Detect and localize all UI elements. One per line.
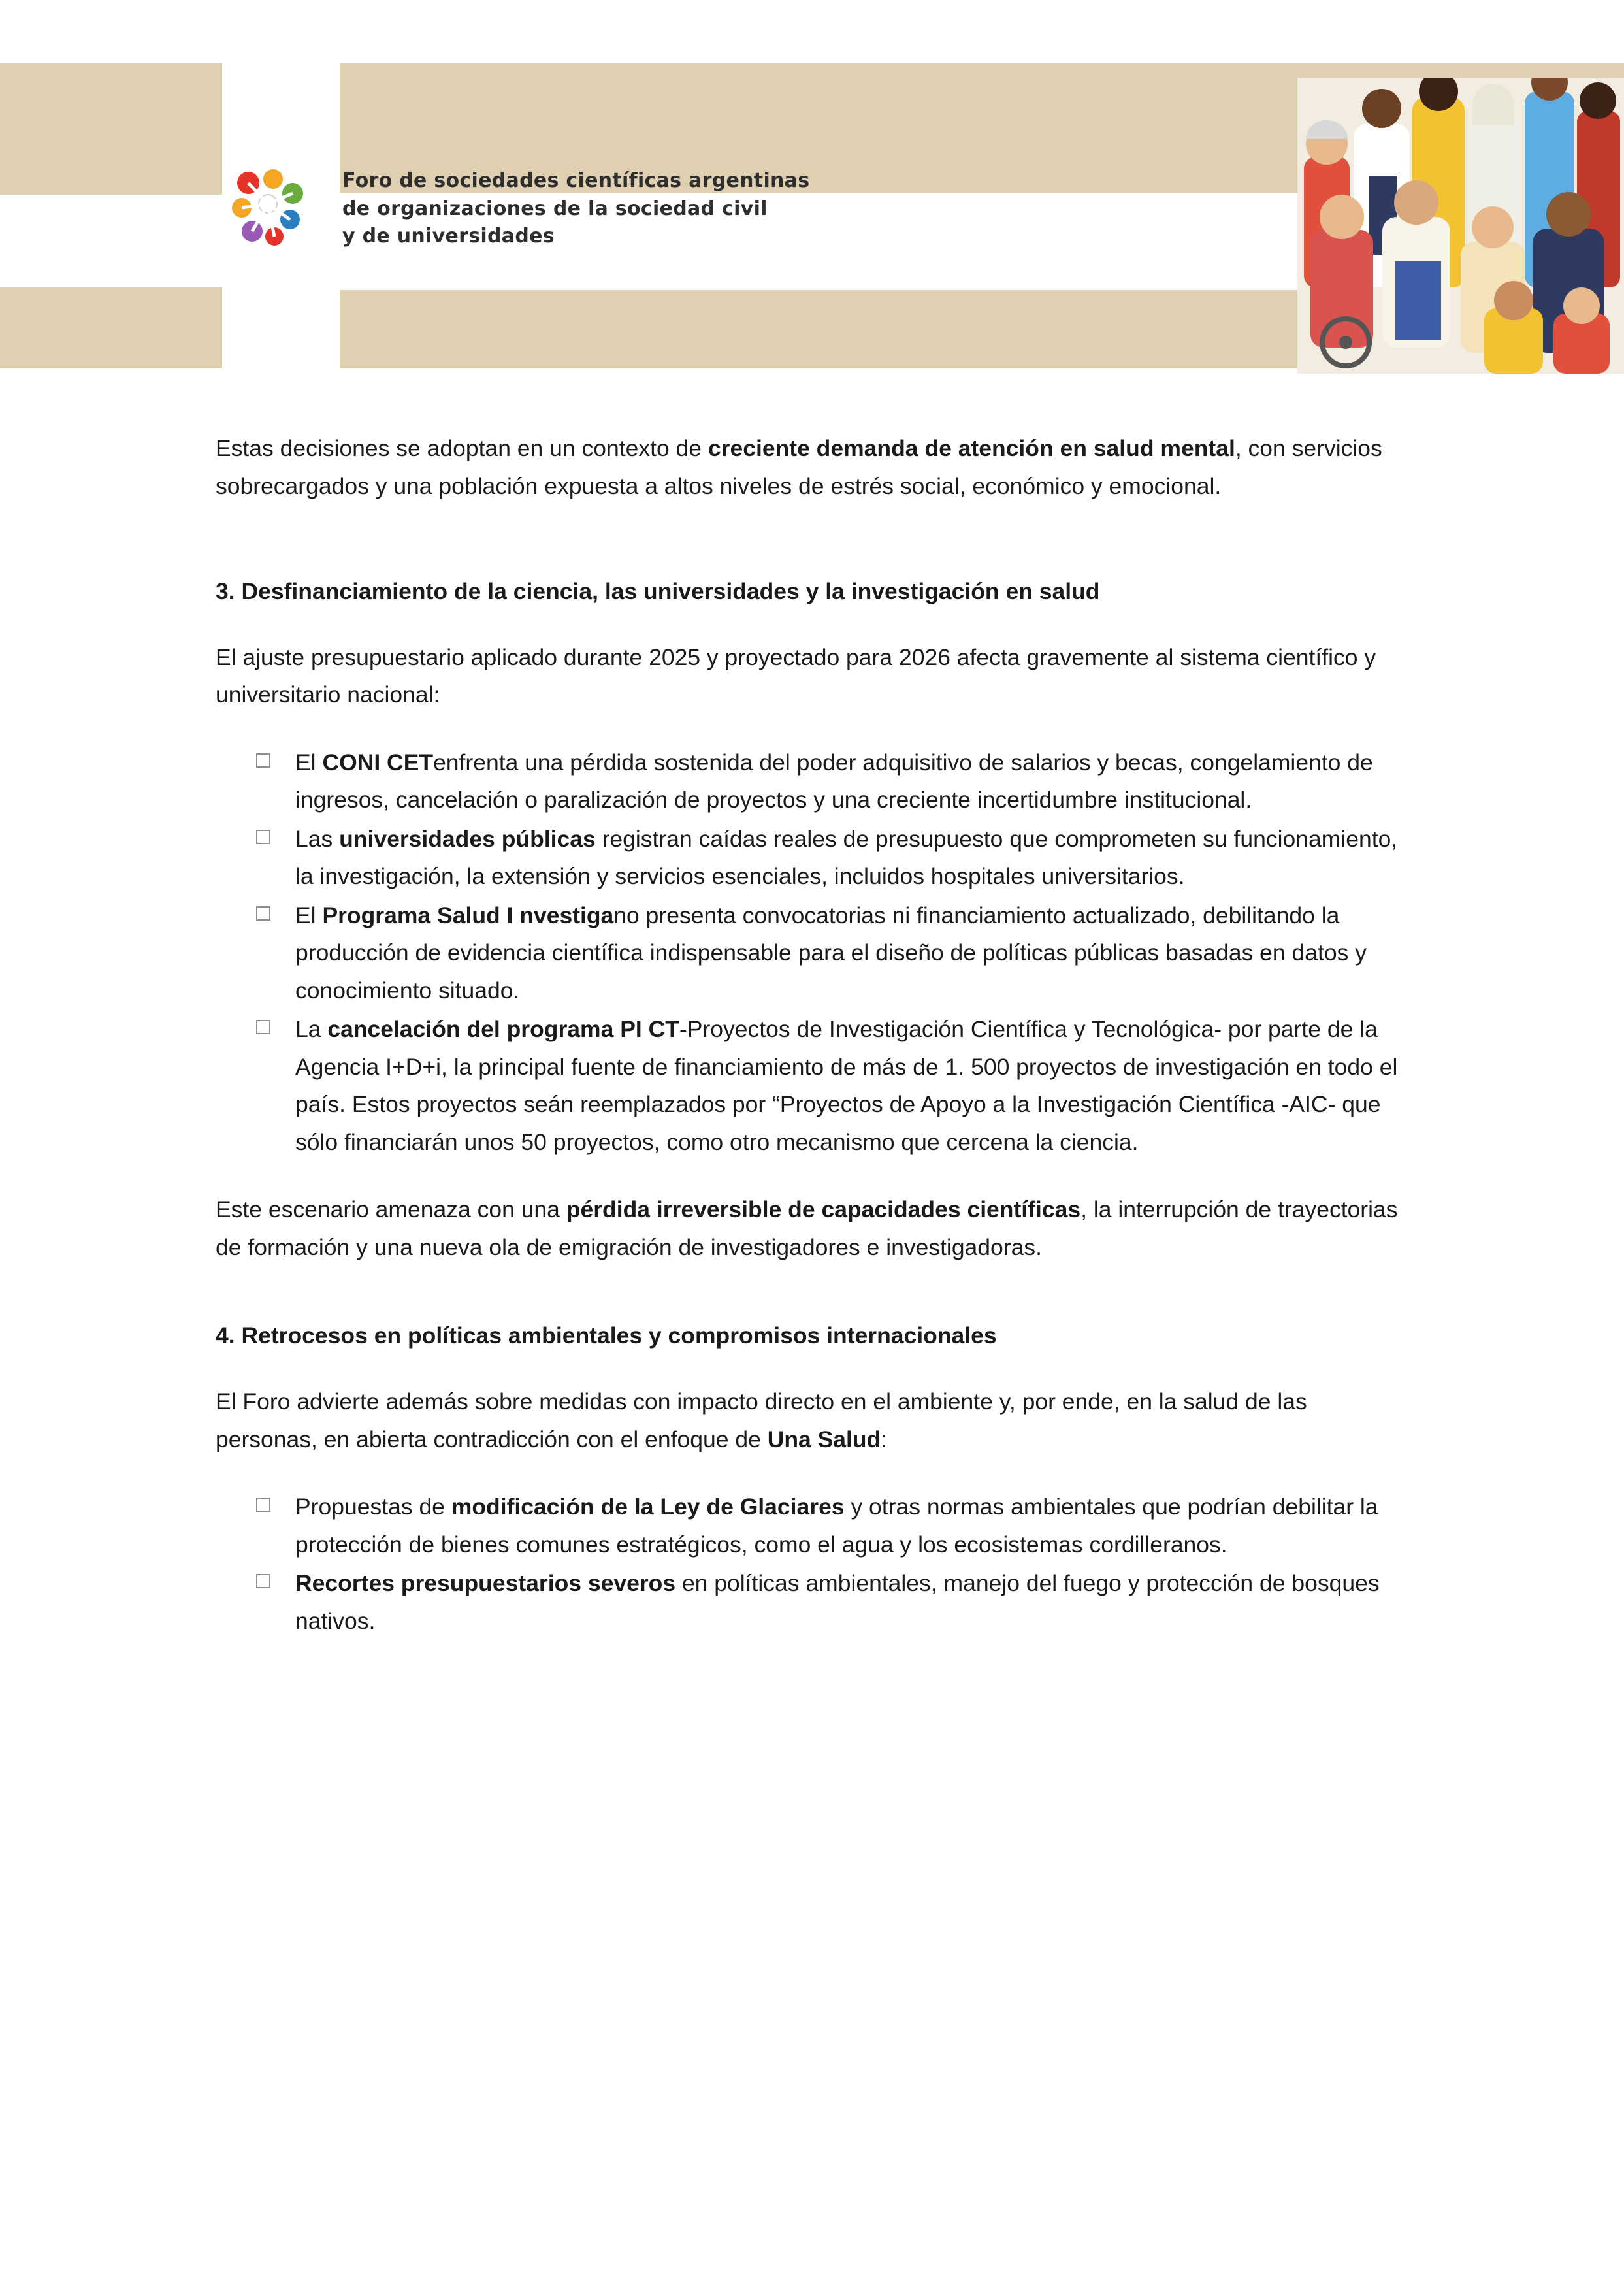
- bullet-box-icon: [256, 830, 270, 844]
- header-illustration: [1297, 78, 1624, 374]
- list-item: [216, 1488, 1408, 1563]
- bullet-pre: El: [295, 749, 323, 776]
- list-item: [216, 1011, 1408, 1161]
- bullet-box-icon: [256, 1574, 270, 1588]
- list-item: [216, 821, 1408, 896]
- foro-logo-icon: [222, 163, 320, 255]
- logo-line-2: de organizaciones de la sociedad civil: [342, 197, 768, 220]
- bullet-bold: Recortes presupuestarios severos: [295, 1570, 676, 1597]
- intro-pre: Estas decisiones se adoptan en un contexto de: [216, 435, 708, 461]
- bullet-post: enfrenta una pérdida sostenida del poder adquisitivo de salarios y becas, congelamiento de ingresos, cancelación o paralización de proyectos y una creciente incertidumbre institucional.: [295, 749, 1373, 813]
- intro-paragraph: [216, 389, 1408, 505]
- bullet-box-icon: [256, 1020, 270, 1034]
- bullet-bold: universidades públicas: [339, 825, 596, 852]
- section-4-heading: 4. Retrocesos en políticas ambientales y compromisos internacionales: [216, 1322, 997, 1349]
- list-item: [216, 897, 1408, 1010]
- bullet-box-icon: [256, 906, 270, 921]
- bullet-pre: Propuestas de: [295, 1494, 451, 1520]
- logo-line-3: y de universidades: [342, 225, 555, 248]
- bullet-pre: El: [295, 902, 323, 928]
- bullet-bold: CONI CET: [322, 749, 434, 776]
- section-3-heading: 3. Desfinanciamiento de la ciencia, las universidades y la investigación en salud: [216, 578, 1100, 604]
- bullet-pre: Las: [295, 825, 340, 852]
- bullet-bold: Programa Salud I nvestiga: [322, 902, 614, 928]
- bullet-bold: cancelación del programa PI CT: [327, 1016, 679, 1043]
- closing-post: , la interrupción de trayectorias de formación y una nueva ola de emigración de investigadores e investigadoras.: [216, 1196, 1398, 1260]
- bullet-pre: La: [295, 1016, 328, 1043]
- document-body: [0, 389, 1624, 1641]
- bullet-post: registran caídas reales de presupuesto que comprometen su funcionamiento, la investigación, la extensión y servicios esenciales, incluidos hospitales universitarios.: [295, 825, 1398, 890]
- bullet-post: no presenta convocatorias ni financiamiento actualizado, debilitando la producción de evidencia científica indispensable para el diseño de políticas públicas basadas en datos y conocimiento situado.: [295, 902, 1367, 1004]
- section-3-lead: El ajuste presupuestario aplicado durante 2025 y proyectado para 2026 afecta gravemente al sistema científico y universitario nacional:: [216, 644, 1376, 708]
- bullet-post: en políticas ambientales, manejo del fuego y protección de bosques nativos.: [295, 1570, 1380, 1634]
- bullet-bold: modificación de la Ley de Glaciares: [451, 1494, 845, 1520]
- bullet-box-icon: [256, 753, 270, 768]
- intro-post: , con servicios sobrecargados y una población expuesta a altos niveles de estrés social, económico y emocional.: [216, 435, 1382, 499]
- list-item: [216, 1565, 1408, 1640]
- organization-name: [342, 167, 809, 251]
- logo-line-1: Foro de sociedades científicas argentinas: [342, 169, 810, 193]
- intro-bold: creciente demanda de atención en salud mental: [707, 435, 1235, 461]
- section-4-bullet-list: [216, 1458, 1408, 1640]
- section-4-lead-post: :: [881, 1426, 888, 1452]
- bullet-box-icon: [256, 1498, 270, 1512]
- section-3-closing: [216, 1162, 1408, 1266]
- closing-bold: pérdida irreversible de capacidades científicas: [566, 1196, 1081, 1223]
- closing-pre: Este escenario amenaza con una: [216, 1196, 566, 1223]
- section-4-lead-bold: Una Salud: [767, 1426, 881, 1452]
- page-header: [0, 0, 1624, 389]
- bullet-post: y otras normas ambientales que podrían debilitar la protección de bienes comunes estratégicos, como el agua y los ecosistemas cordilleranos.: [295, 1494, 1378, 1558]
- section-4-lead-pre: El Foro advierte además sobre medidas con impacto directo en el ambiente y, por ende, en la salud de las personas, en abierta contradicción con el enfoque de: [216, 1388, 1307, 1452]
- section-4-lead: [216, 1354, 1408, 1458]
- list-item: [216, 744, 1408, 819]
- organization-logo: [222, 163, 809, 255]
- bullet-post: -Proyectos de Investigación Científica y Tecnológica- por parte de la Agencia I+D+i, la principal fuente de financiamiento de más de 1. 500 proyectos de investigación en todo el país. Estos proyectos seán reemplazados por “Proyectos de Apoyo a la Investigación Científica -AIC- que sólo financiarán unos 50 proyectos, como otro mecanismo que cercena la ciencia.: [295, 1016, 1398, 1155]
- section-3-bullet-list: [216, 714, 1408, 1162]
